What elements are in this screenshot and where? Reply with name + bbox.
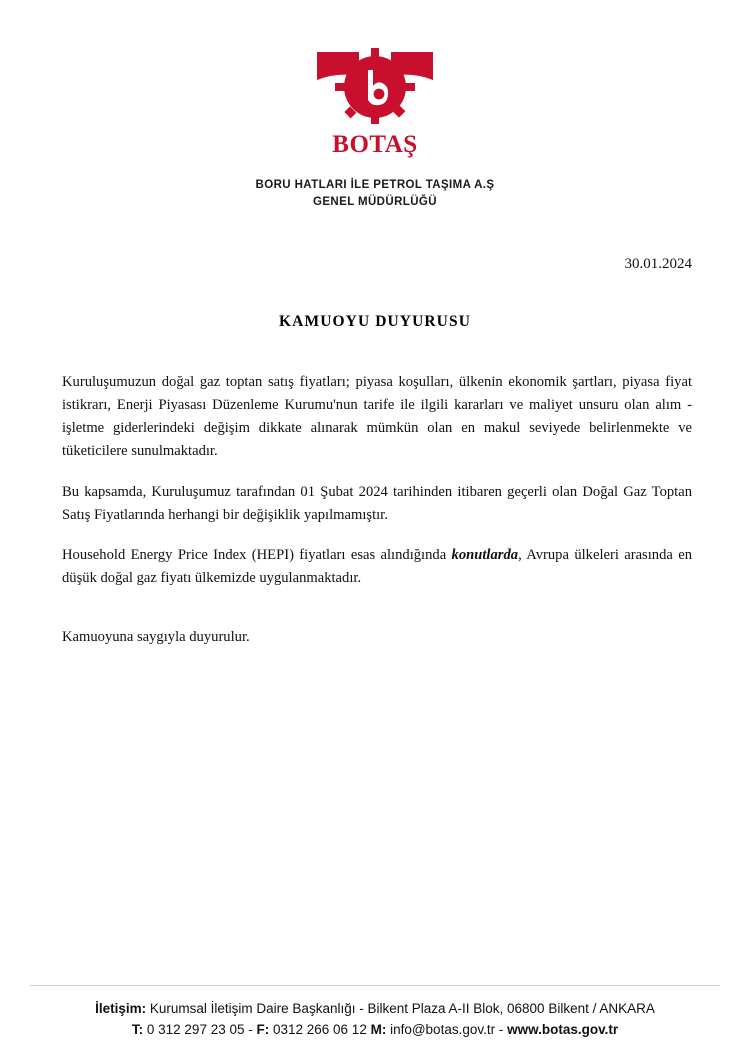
paragraph-3-emphasis: konutlarda xyxy=(451,546,519,563)
document-header xyxy=(0,0,750,210)
page-title: KAMUOYU DUYURUSU xyxy=(279,313,471,331)
paragraph-3-part-2: , Avrupa ülkeleri arasında en düşük doğal gaz fiyatı ülkemizde uygulanmaktadır. xyxy=(62,546,693,586)
footer-divider xyxy=(30,985,720,986)
document-body xyxy=(62,371,692,648)
footer-details-line xyxy=(0,1019,750,1041)
organization-line-2: GENEL MÜDÜRLÜĞÜ xyxy=(313,195,437,208)
fax-value: 0312 266 06 12 xyxy=(269,1022,371,1038)
logo-wordmark: BOTAŞ xyxy=(332,131,418,158)
mail-label: M: xyxy=(370,1022,387,1038)
document-footer xyxy=(0,985,750,1041)
paragraph-3 xyxy=(62,544,692,590)
organization-line-1: BORU HATLARI İLE PETROL TAŞIMA A.Ş xyxy=(255,179,495,191)
contact-address: Kurumsal İletişim Daire Başkanlığı - Bilkent Plaza A-II Blok, 06800 Bilkent / ANKARA xyxy=(146,1000,655,1016)
footer-contact-line xyxy=(0,998,750,1020)
phone-value: 0 312 297 23 05 - xyxy=(143,1022,257,1038)
closing-line: Kamuoyuna saygıyla duyurulur. xyxy=(62,628,250,645)
phone-label: T: xyxy=(131,1022,144,1038)
contact-label: İletişim: xyxy=(95,1000,147,1016)
website-link[interactable]: www.botas.gov.tr xyxy=(507,1022,619,1038)
mail-value[interactable]: info@botas.gov.tr - xyxy=(386,1022,508,1038)
paragraph-1: Kuruluşumuzun doğal gaz toptan satış fiyatları; piyasa koşulları, ülkenin ekonomik şartları, piyasa fiyat istikrarı, Enerji Piyasası Düzenleme Kurumu'nun tarife ile ilgili kararları ve maliyet unsuru olan alım - işletme giderlerindeki değişim dikkate alınarak mümkün olan en makul seviyede belirlenmekte ve tüketicilere sunulmaktadır. xyxy=(62,374,692,460)
document-date: 30.01.2024 xyxy=(624,256,692,273)
paragraph-3-part-1: Household Energy Price Index (HEPI) fiyatları esas alındığında xyxy=(62,546,452,563)
organization-name xyxy=(0,177,750,210)
botas-logo xyxy=(311,46,439,124)
fax-label: F: xyxy=(256,1022,270,1038)
paragraph-2: Bu kapsamda, Kuruluşumuz tarafından 01 Şubat 2024 tarihinden itibaren geçerli olan Doğal Gaz Toptan Satış Fiyatlarında herhangi bir değişiklik yapılmamıştır. xyxy=(62,483,692,523)
